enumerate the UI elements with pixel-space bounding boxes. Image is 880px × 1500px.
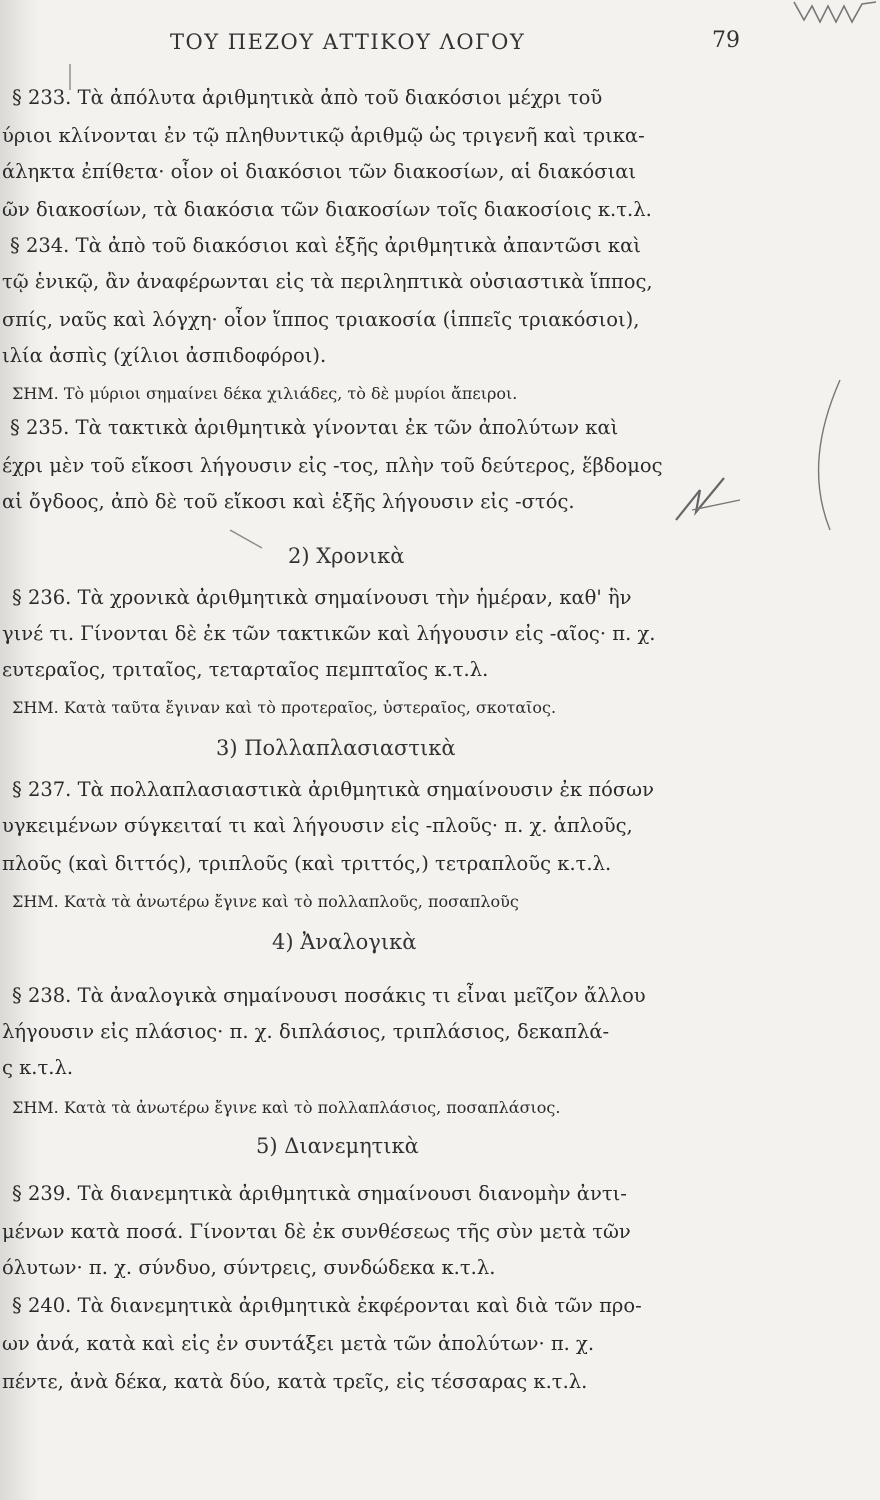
text-line: § 236. Τὰ χρονικὰ ἀριθμητικὰ σημαίνουσι τὴν ἡμέραν, καθ' ἣν	[12, 586, 632, 609]
page-number: 79	[712, 28, 740, 53]
text-line: § 233. Τὰ ἀπόλυτα ἀριθμητικὰ ἀπὸ τοῦ διακόσιοι μέχρι τοῦ	[12, 86, 603, 109]
text-line: § 235. Τὰ τακτικὰ ἀριθμητικὰ γίνονται ἐκ τῶν ἀπολύτων καὶ	[10, 416, 619, 439]
text-line: τῷ ἑνικῷ, ἂν ἀναφέρωνται εἰς τὰ περιληπτικὰ οὐσιαστικὰ ἵππος,	[2, 270, 653, 293]
note-line: ΣΗΜ. Τὸ μύριοι σημαίνει δέκα χιλιάδες, τὸ δὲ μυρίοι ἄπειροι.	[12, 384, 518, 403]
text-line: ῶν διακοσίων, τὰ διακόσια τῶν διακοσίων τοῖς διακοσίοις κ.τ.λ.	[2, 198, 652, 221]
text-line: § 237. Τὰ πολλαπλασιαστικὰ ἀριθμητικὰ σημαίνουσιν ἐκ πόσων	[12, 778, 654, 801]
text-line: υγκειμένων σύγκειταί τι καὶ λήγουσιν εἰς -πλοῦς· π. χ. ἁπλοῦς,	[2, 814, 633, 837]
section-heading: 5) Διανεμητικὰ	[256, 1134, 419, 1158]
text-line: αἱ ὄγδοος, ἀπὸ δὲ τοῦ εἴκοσι καὶ ἑξῆς λήγουσιν εἰς -στός.	[2, 490, 575, 513]
text-line: γινέ τι. Γίνονται δὲ ἐκ τῶν τακτικῶν καὶ λήγουσιν εἰς -αῖος· π. χ.	[2, 622, 656, 645]
text-line: μένων κατὰ ποσά. Γίνονται δὲ ἐκ συνθέσεως τῆς σὺν μετὰ τῶν	[2, 1220, 631, 1243]
text-line: § 239. Τὰ διανεμητικὰ ἀριθμητικὰ σημαίνουσι διανομὴν ἀντι-	[12, 1182, 627, 1205]
text-line: όλυτων· π. χ. σύνδυο, σύντρεις, συνδώδεκα κ.τ.λ.	[2, 1256, 496, 1279]
text-line: λήγουσιν εἰς πλάσιος· π. χ. διπλάσιος, τριπλάσιος, δεκαπλά-	[2, 1020, 610, 1043]
text-line: έχρι μὲν τοῦ εἴκοσι λήγουσιν εἰς -τος, πλὴν τοῦ δεύτερος, ἕβδομος	[2, 454, 663, 477]
note-line: ΣΗΜ. Κατὰ τὰ ἀνωτέρω ἔγινε καὶ τὸ πολλαπλάσιος, ποσαπλάσιος.	[12, 1098, 561, 1117]
note-line: ΣΗΜ. Κατὰ ταῦτα ἔγιναν καὶ τὸ προτεραῖος, ὑστεραῖος, σκοταῖος.	[12, 698, 557, 717]
section-heading: 4) Ἀναλογικὰ	[272, 930, 417, 954]
text-line: § 238. Τὰ ἀναλογικὰ σημαίνουσι ποσάκις τι εἶναι μεῖζον ἄλλου	[12, 984, 646, 1007]
text-line: άληκτα ἐπίθετα· οἷον οἱ διακόσιοι τῶν διακοσίων, αἱ διακόσιαι	[2, 160, 637, 183]
text-line: ς κ.τ.λ.	[2, 1056, 74, 1079]
pencil-scribble-top-right	[790, 0, 880, 30]
text-line: ιλία ἀσπὶς (χίλιοι ἀσπιδοφόροι).	[2, 344, 327, 367]
text-line: § 240. Τὰ διανεμητικὰ ἀριθμητικὰ ἐκφέρονται καὶ διὰ τῶν προ-	[12, 1294, 642, 1317]
section-heading: 3) Πολλαπλασιαστικὰ	[216, 736, 456, 760]
section-heading: 2) Χρονικὰ	[288, 544, 405, 568]
text-line: ων ἀνά, κατὰ καὶ εἰς ἐν συντάξει μετὰ τῶν ἀπολύτων· π. χ.	[2, 1332, 595, 1355]
text-line: πέντε, ἀνὰ δέκα, κατὰ δύο, κατὰ τρεῖς, εἰς τέσσαρας κ.τ.λ.	[2, 1370, 588, 1393]
note-line: ΣΗΜ. Κατὰ τὰ ἀνωτέρω ἔγινε καὶ τὸ πολλαπλοῦς, ποσαπλοῦς	[12, 892, 519, 911]
text-line: πλοῦς (καὶ διττός), τριπλοῦς (καὶ τριττός,) τετραπλοῦς κ.τ.λ.	[2, 852, 612, 875]
text-line: ύριοι κλίνονται ἐν τῷ πληθυντικῷ ἀριθμῷ ὡς τριγενῆ καὶ τρικα-	[2, 124, 645, 147]
page-header	[0, 28, 880, 62]
text-line: σπίς, ναῦς καὶ λόγχη· οἷον ἵππος τριακοσία (ἱππεῖς τριακόσιοι),	[2, 308, 640, 331]
text-line: ευτεραῖος, τριταῖος, τεταρταῖος πεμπταῖος κ.τ.λ.	[2, 658, 489, 681]
running-title: ΤΟΥ ΠΕΖΟΥ ΑΤΤΙΚΟΥ ΛΟΓΟΥ	[170, 30, 526, 54]
text-line: § 234. Τὰ ἀπὸ τοῦ διακόσιοι καὶ ἑξῆς ἀριθμητικὰ ἀπαντῶσι καὶ	[10, 234, 641, 257]
